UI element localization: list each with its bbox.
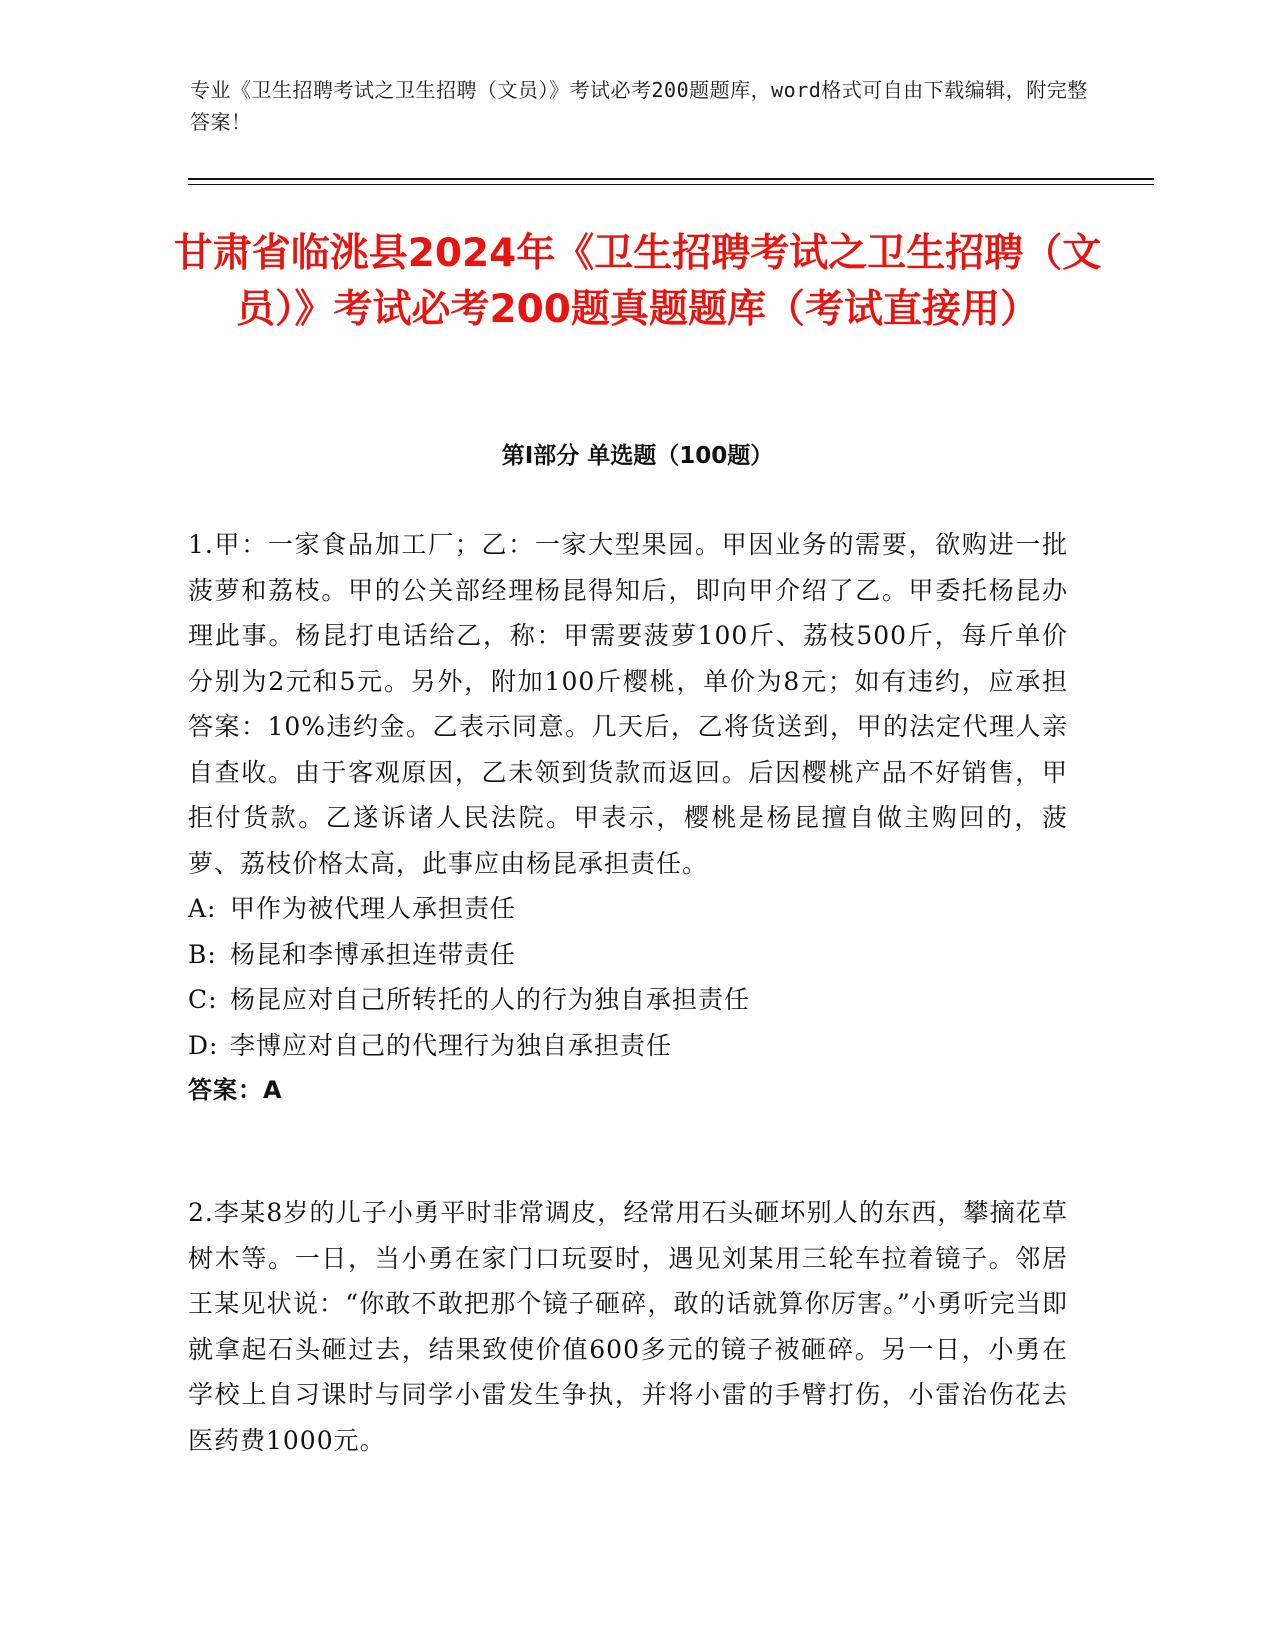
question-1-option-b [188,932,1068,978]
question-1-option-c [188,977,1068,1023]
option-c-text: 杨昆应对自己所转托的人的行为独自承担责任 [230,985,751,1014]
header-divider-thin [188,184,1154,185]
option-b-key: B: [188,939,217,969]
question-1-option-d [188,1023,1068,1069]
question-1 [188,522,1068,1114]
option-b-text: 杨昆和李博承担连带责任 [230,939,517,969]
option-d-text: 李博应对自己的代理行为独自承担责任 [230,1030,673,1060]
option-d-key: D: [188,1030,219,1060]
question-1-option-a [188,886,1068,932]
question-1-text: 1.甲：一家食品加工厂；乙：一家大型果园。甲因业务的需要，欲购进一批菠萝和荔枝。甲的公关部经理杨昆得知后，即向甲介绍了乙。甲委托杨昆办理此事。杨昆打电话给乙，称：甲需要菠萝100斤、荔枝500斤，每斤单价分别为2元和5元。另外，附加100斤樱桃，单价为8元；如有违约，应承担答案：10%违约金。乙表示同意。几天后，乙将货送到，甲的法定代理人亲自查收。由于客观原因，乙未领到货款而返回。后因樱桃产品不好销售，甲拒付货款。乙遂诉诸人民法院。甲表示，樱桃是杨昆擅自做主购回的，菠萝、荔枝价格太高，此事应由杨昆承担责任。 [188,530,1068,878]
header-divider-thick [188,178,1154,180]
question-2 [188,1190,1068,1463]
option-a-key: A: [188,894,217,923]
question-1-answer: 答案：A [188,1076,283,1104]
section-heading: 第I部分 单选题（100题） [501,443,774,469]
question-2-text: 2.李某8岁的儿子小勇平时非常调皮，经常用石头砸坏别人的东西，攀摘花草树木等。一日，当小勇在家门口玩耍时，遇见刘某用三轮车拉着镜子。邻居王某见状说：“你敢不敢把那个镜子砸碎，敢的话就算你厉害。”小勇听完当即就拿起石头砸过去，结果致使价值600多元的镜子被砸碎。另一日，小勇在学校上自习课时与同学小雷发生争执，并将小雷的手臂打伤，小雷治伤花去医药费1000元。 [188,1198,1068,1455]
option-a-text: 甲作为被代理人承担责任 [230,894,517,923]
option-c-key: C: [188,985,218,1014]
header-note: 专业《卫生招聘考试之卫生招聘（文员）》考试必考200题题库，word格式可自由下载编辑，附完整答案！ [190,78,1088,134]
document-title: 甘肃省临洮县2024年《卫生招聘考试之卫生招聘（文员）》考试必考200题真题题库（考试直接用） [173,231,1102,332]
